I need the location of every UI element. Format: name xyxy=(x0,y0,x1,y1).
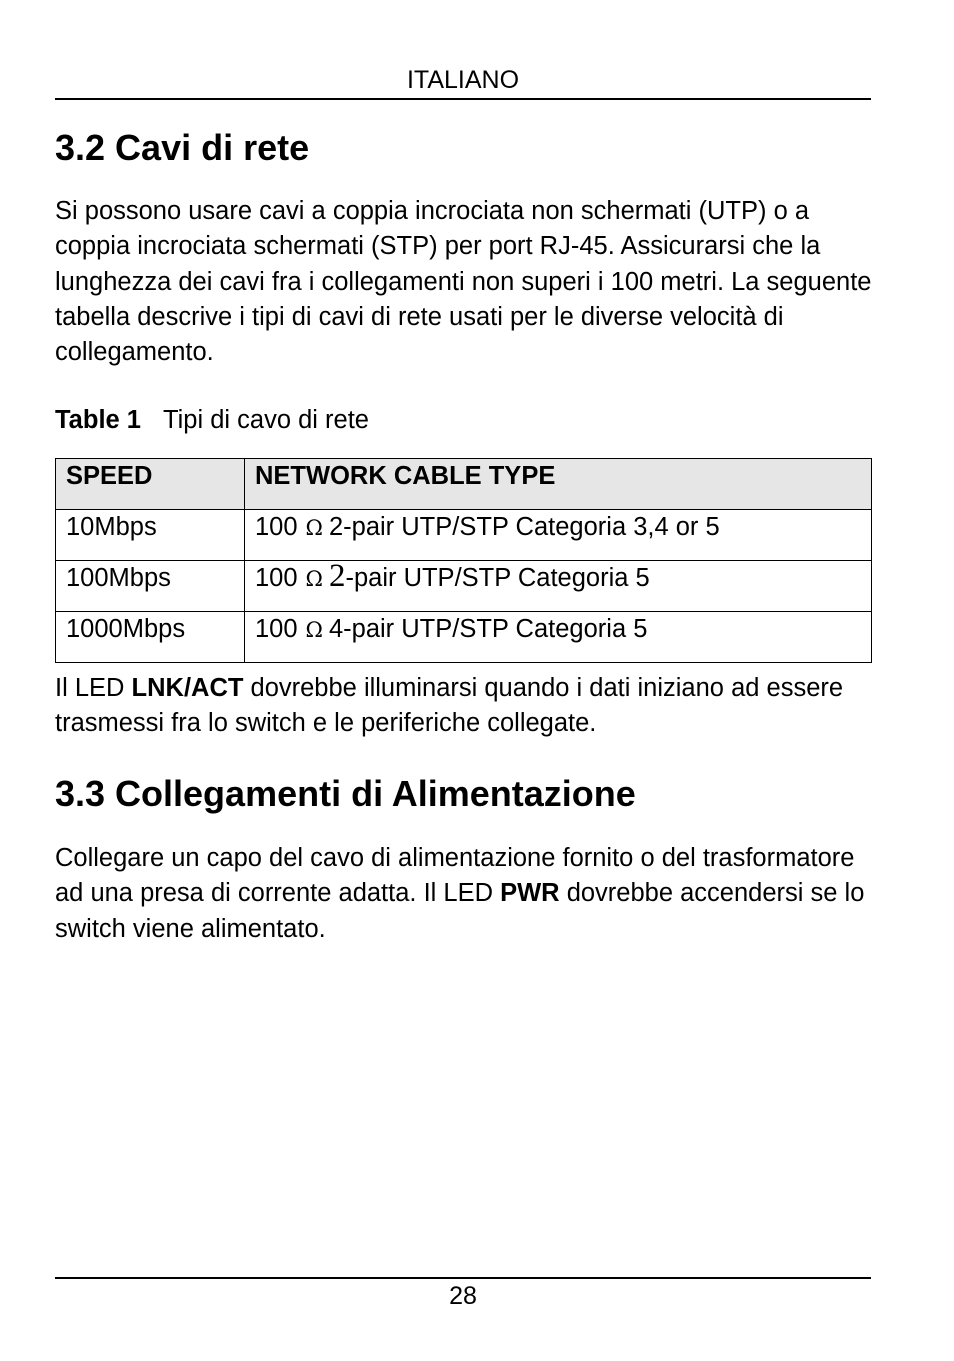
table-caption-text: Tipi di cavo di rete xyxy=(162,406,369,434)
header-cable-type: NETWORK CABLE TYPE xyxy=(245,459,872,510)
led-note-paragraph: Il LED LNK/ACT dovrebbe illuminarsi quando i dati iniziano ad essere trasmessi fra lo switch e le periferiche collegate. xyxy=(55,674,844,738)
cell-cable-type: 100 Ω 2-pair UTP/STP Categoria 3,4 or 5 xyxy=(245,510,872,561)
table-row xyxy=(56,561,872,612)
header-language: ITALIANO xyxy=(406,66,520,94)
table-caption-label: Table 1 xyxy=(55,406,141,434)
ohm-symbol: Ω xyxy=(305,516,323,540)
table-header-row xyxy=(56,459,872,510)
cell-speed: 10Mbps xyxy=(56,510,245,561)
section-paragraph-cavi: Si possono usare cavi a coppia incrociata non schermati (UTP) o a coppia incrociata schermati (STP) per port RJ-45. Assicurarsi che la lunghezza dei cavi fra i collegamenti non superi i 100 metri. La seguente tabella descrive i tipi di cavi di rete usati per le diverse velocità di collegamento. xyxy=(55,197,872,367)
header-rule xyxy=(55,98,871,100)
cell-cable-type: 100 Ω 2-pair UTP/STP Categoria 5 xyxy=(245,561,872,612)
table-row xyxy=(56,510,872,561)
section-title-cavi-di-rete: 3.2 Cavi di rete xyxy=(55,127,310,168)
page-number: 28 xyxy=(449,1282,477,1310)
table-row xyxy=(56,612,872,663)
section-paragraph-alimentazione: Collegare un capo del cavo di alimentazione fornito o del trasformatore ad una presa di corrente adatta. Il LED PWR dovrebbe accendersi se lo switch viene alimentato. xyxy=(55,844,865,943)
table-caption xyxy=(55,406,369,435)
ohm-symbol: Ω xyxy=(305,618,323,642)
section-title-alimentazione: 3.3 Collegamenti di Alimentazione xyxy=(55,773,636,814)
footer-rule xyxy=(55,1277,871,1279)
cell-speed: 1000Mbps xyxy=(56,612,245,663)
cell-cable-type: 100 Ω 4-pair UTP/STP Categoria 5 xyxy=(245,612,872,663)
header-speed: SPEED xyxy=(56,459,245,510)
ohm-symbol: Ω xyxy=(305,567,323,591)
cable-types-table xyxy=(55,458,872,663)
cell-speed: 100Mbps xyxy=(56,561,245,612)
